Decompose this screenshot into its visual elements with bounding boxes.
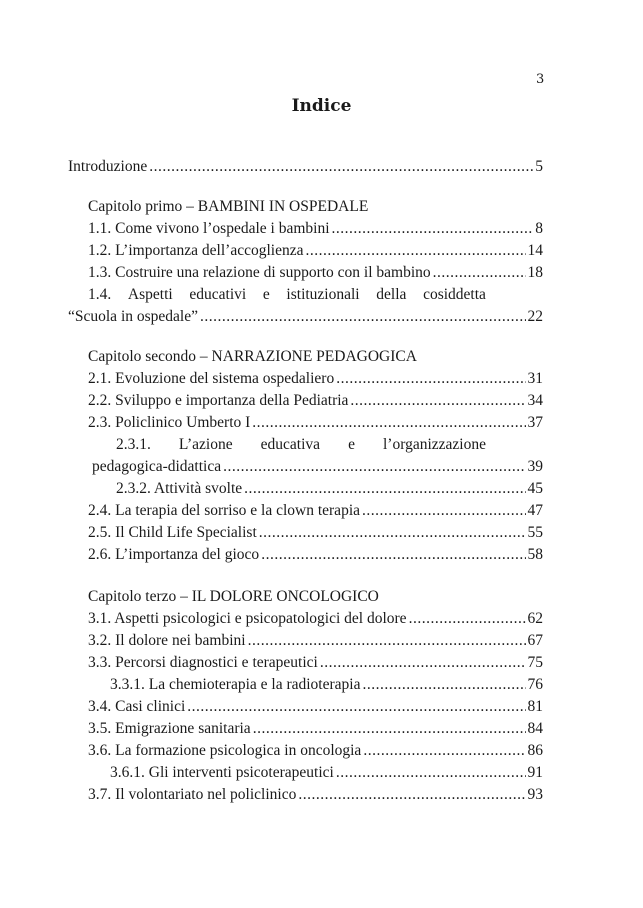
leader-dots xyxy=(149,158,533,176)
leader-dots xyxy=(259,524,526,542)
toc-entry-label: 3.5. Emigrazione sanitaria xyxy=(88,720,251,737)
toc-entry-label: 2.3.2. Attività svolte xyxy=(116,480,243,497)
toc-entry xyxy=(88,220,543,240)
leader-dots xyxy=(305,242,525,260)
toc-entry-label: 2.4. La terapia del sorriso e la clown terapia xyxy=(88,502,360,519)
word: Aspetti xyxy=(127,286,173,303)
toc-entry xyxy=(88,632,543,652)
page-number: 3 xyxy=(536,72,545,87)
toc-entry-label: 3.6.1. Gli interventi psicoterapeutici xyxy=(110,764,334,781)
toc-entry-page: 14 xyxy=(527,242,543,259)
leader-dots xyxy=(362,676,525,694)
chapter-heading-3: Capitolo terzo – IL DOLORE ONCOLOGICO xyxy=(88,588,379,605)
leader-dots xyxy=(261,546,525,564)
toc-entry-introduction xyxy=(68,158,543,178)
toc-entry xyxy=(88,414,543,434)
leader-dots xyxy=(409,610,526,628)
toc-entry-label: 3.1. Aspetti psicologici e psicopatologici del dolore xyxy=(88,610,407,627)
toc-entry-page: 34 xyxy=(527,392,543,409)
toc-entry xyxy=(88,742,543,762)
toc-entry-page: 84 xyxy=(527,720,543,737)
toc-entry xyxy=(88,524,543,544)
toc-entry-page: 47 xyxy=(527,502,543,519)
toc-entry-label: 2.1. Evoluzione del sistema ospedaliero xyxy=(88,370,335,387)
word: educativi xyxy=(189,286,247,303)
toc-entry-page: 5 xyxy=(535,158,543,175)
word: istituzionali xyxy=(286,286,360,303)
leader-dots xyxy=(298,786,525,804)
toc-entry xyxy=(88,502,543,522)
leader-dots xyxy=(332,220,534,238)
toc-entry-page: 93 xyxy=(527,786,543,803)
leader-dots xyxy=(350,392,525,410)
word: L’azione xyxy=(178,436,233,453)
toc-entry-page: 22 xyxy=(527,308,543,325)
word: 1.4. xyxy=(88,286,112,303)
chapter-heading-1: Capitolo primo – BAMBINI IN OSPEDALE xyxy=(88,198,369,215)
toc-entry-label: 2.3. Policlinico Umberto I xyxy=(88,414,251,431)
toc-entry-label: 2.6. L’importanza del gioco xyxy=(88,546,260,563)
toc-entry-label: 3.3.1. La chemioterapia e la radioterapia xyxy=(110,676,361,693)
toc-entry-page: 81 xyxy=(527,698,543,715)
toc-entry-label: 1.2. L’importanza dell’accoglienza xyxy=(88,242,304,259)
toc-entry-page: 18 xyxy=(527,264,543,281)
toc-entry-label: 1.3. Costruire una relazione di supporto con il bambino xyxy=(88,264,431,281)
leader-dots xyxy=(187,698,525,716)
toc-entry xyxy=(110,676,543,696)
toc-entry-label: 1.1. Come vivono l’ospedale i bambini xyxy=(88,220,330,237)
word: l’organizzazione xyxy=(383,436,486,453)
toc-entry xyxy=(92,458,543,478)
toc-entry xyxy=(88,370,543,390)
word: cosiddetta xyxy=(423,286,486,303)
toc-entry-page: 76 xyxy=(527,676,543,693)
toc-entry-page: 75 xyxy=(527,654,543,671)
toc-entry-label: 3.3. Percorsi diagnostici e terapeutici xyxy=(88,654,318,671)
toc-entry-page: 55 xyxy=(527,524,543,541)
word: e xyxy=(262,286,270,303)
toc-entry-justified xyxy=(88,286,486,306)
toc-entry-justified xyxy=(116,436,486,456)
toc-entry xyxy=(116,480,543,500)
toc-entry xyxy=(88,654,543,674)
toc-entry xyxy=(88,546,543,566)
leader-dots xyxy=(336,764,526,782)
toc-entry-page: 39 xyxy=(527,458,543,475)
leader-dots xyxy=(362,502,526,520)
toc-entry-label: 3.4. Casi clinici xyxy=(88,698,186,715)
toc-entry-page: 8 xyxy=(535,220,543,237)
toc-entry-label: 2.2. Sviluppo e importanza della Pediatria xyxy=(88,392,349,409)
toc-entry xyxy=(88,242,543,262)
leader-dots xyxy=(320,654,526,672)
toc-entry xyxy=(88,264,543,284)
toc-entry xyxy=(88,610,543,630)
toc-entry-label: 3.2. Il dolore nei bambini xyxy=(88,632,246,649)
leader-dots xyxy=(248,632,526,650)
toc-entry xyxy=(88,698,543,718)
toc-entry-label: “Scuola in ospedale” xyxy=(68,308,198,325)
leader-dots xyxy=(336,370,525,388)
leader-dots xyxy=(363,742,525,760)
toc-entry xyxy=(88,786,543,806)
toc-entry-page: 45 xyxy=(527,480,543,497)
leader-dots xyxy=(244,480,525,498)
toc-entry-page: 62 xyxy=(527,610,543,627)
leader-dots xyxy=(252,414,525,432)
leader-dots xyxy=(200,308,526,326)
word: e xyxy=(348,436,355,453)
toc-entry-label: 2.5. Il Child Life Specialist xyxy=(88,524,257,541)
toc-entry-page: 86 xyxy=(527,742,543,759)
toc-entry-page: 31 xyxy=(527,370,543,387)
toc-entry-page: 37 xyxy=(527,414,543,431)
leader-dots xyxy=(253,720,526,738)
toc-entry-page: 67 xyxy=(527,632,543,649)
chapter-heading-2: Capitolo secondo – NARRAZIONE PEDAGOGICA xyxy=(88,348,417,365)
toc-entry xyxy=(110,764,543,784)
toc-entry-page: 58 xyxy=(527,546,543,563)
word: educativa xyxy=(260,436,321,453)
toc-entry xyxy=(88,720,543,740)
page-title: Indice xyxy=(291,96,352,116)
toc-entry xyxy=(88,392,543,412)
word: della xyxy=(376,286,407,303)
toc-entry-label: 3.6. La formazione psicologica in oncologia xyxy=(88,742,362,759)
word: 2.3.1. xyxy=(116,436,151,453)
toc-entry xyxy=(68,308,543,328)
toc-entry-page: 91 xyxy=(527,764,543,781)
toc-entry-label: 3.7. Il volontariato nel policlinico xyxy=(88,786,297,803)
toc-entry-label: Introduzione xyxy=(68,158,148,175)
toc-entry-label: pedagogica-didattica xyxy=(92,458,222,475)
leader-dots xyxy=(223,458,525,476)
leader-dots xyxy=(433,264,526,282)
